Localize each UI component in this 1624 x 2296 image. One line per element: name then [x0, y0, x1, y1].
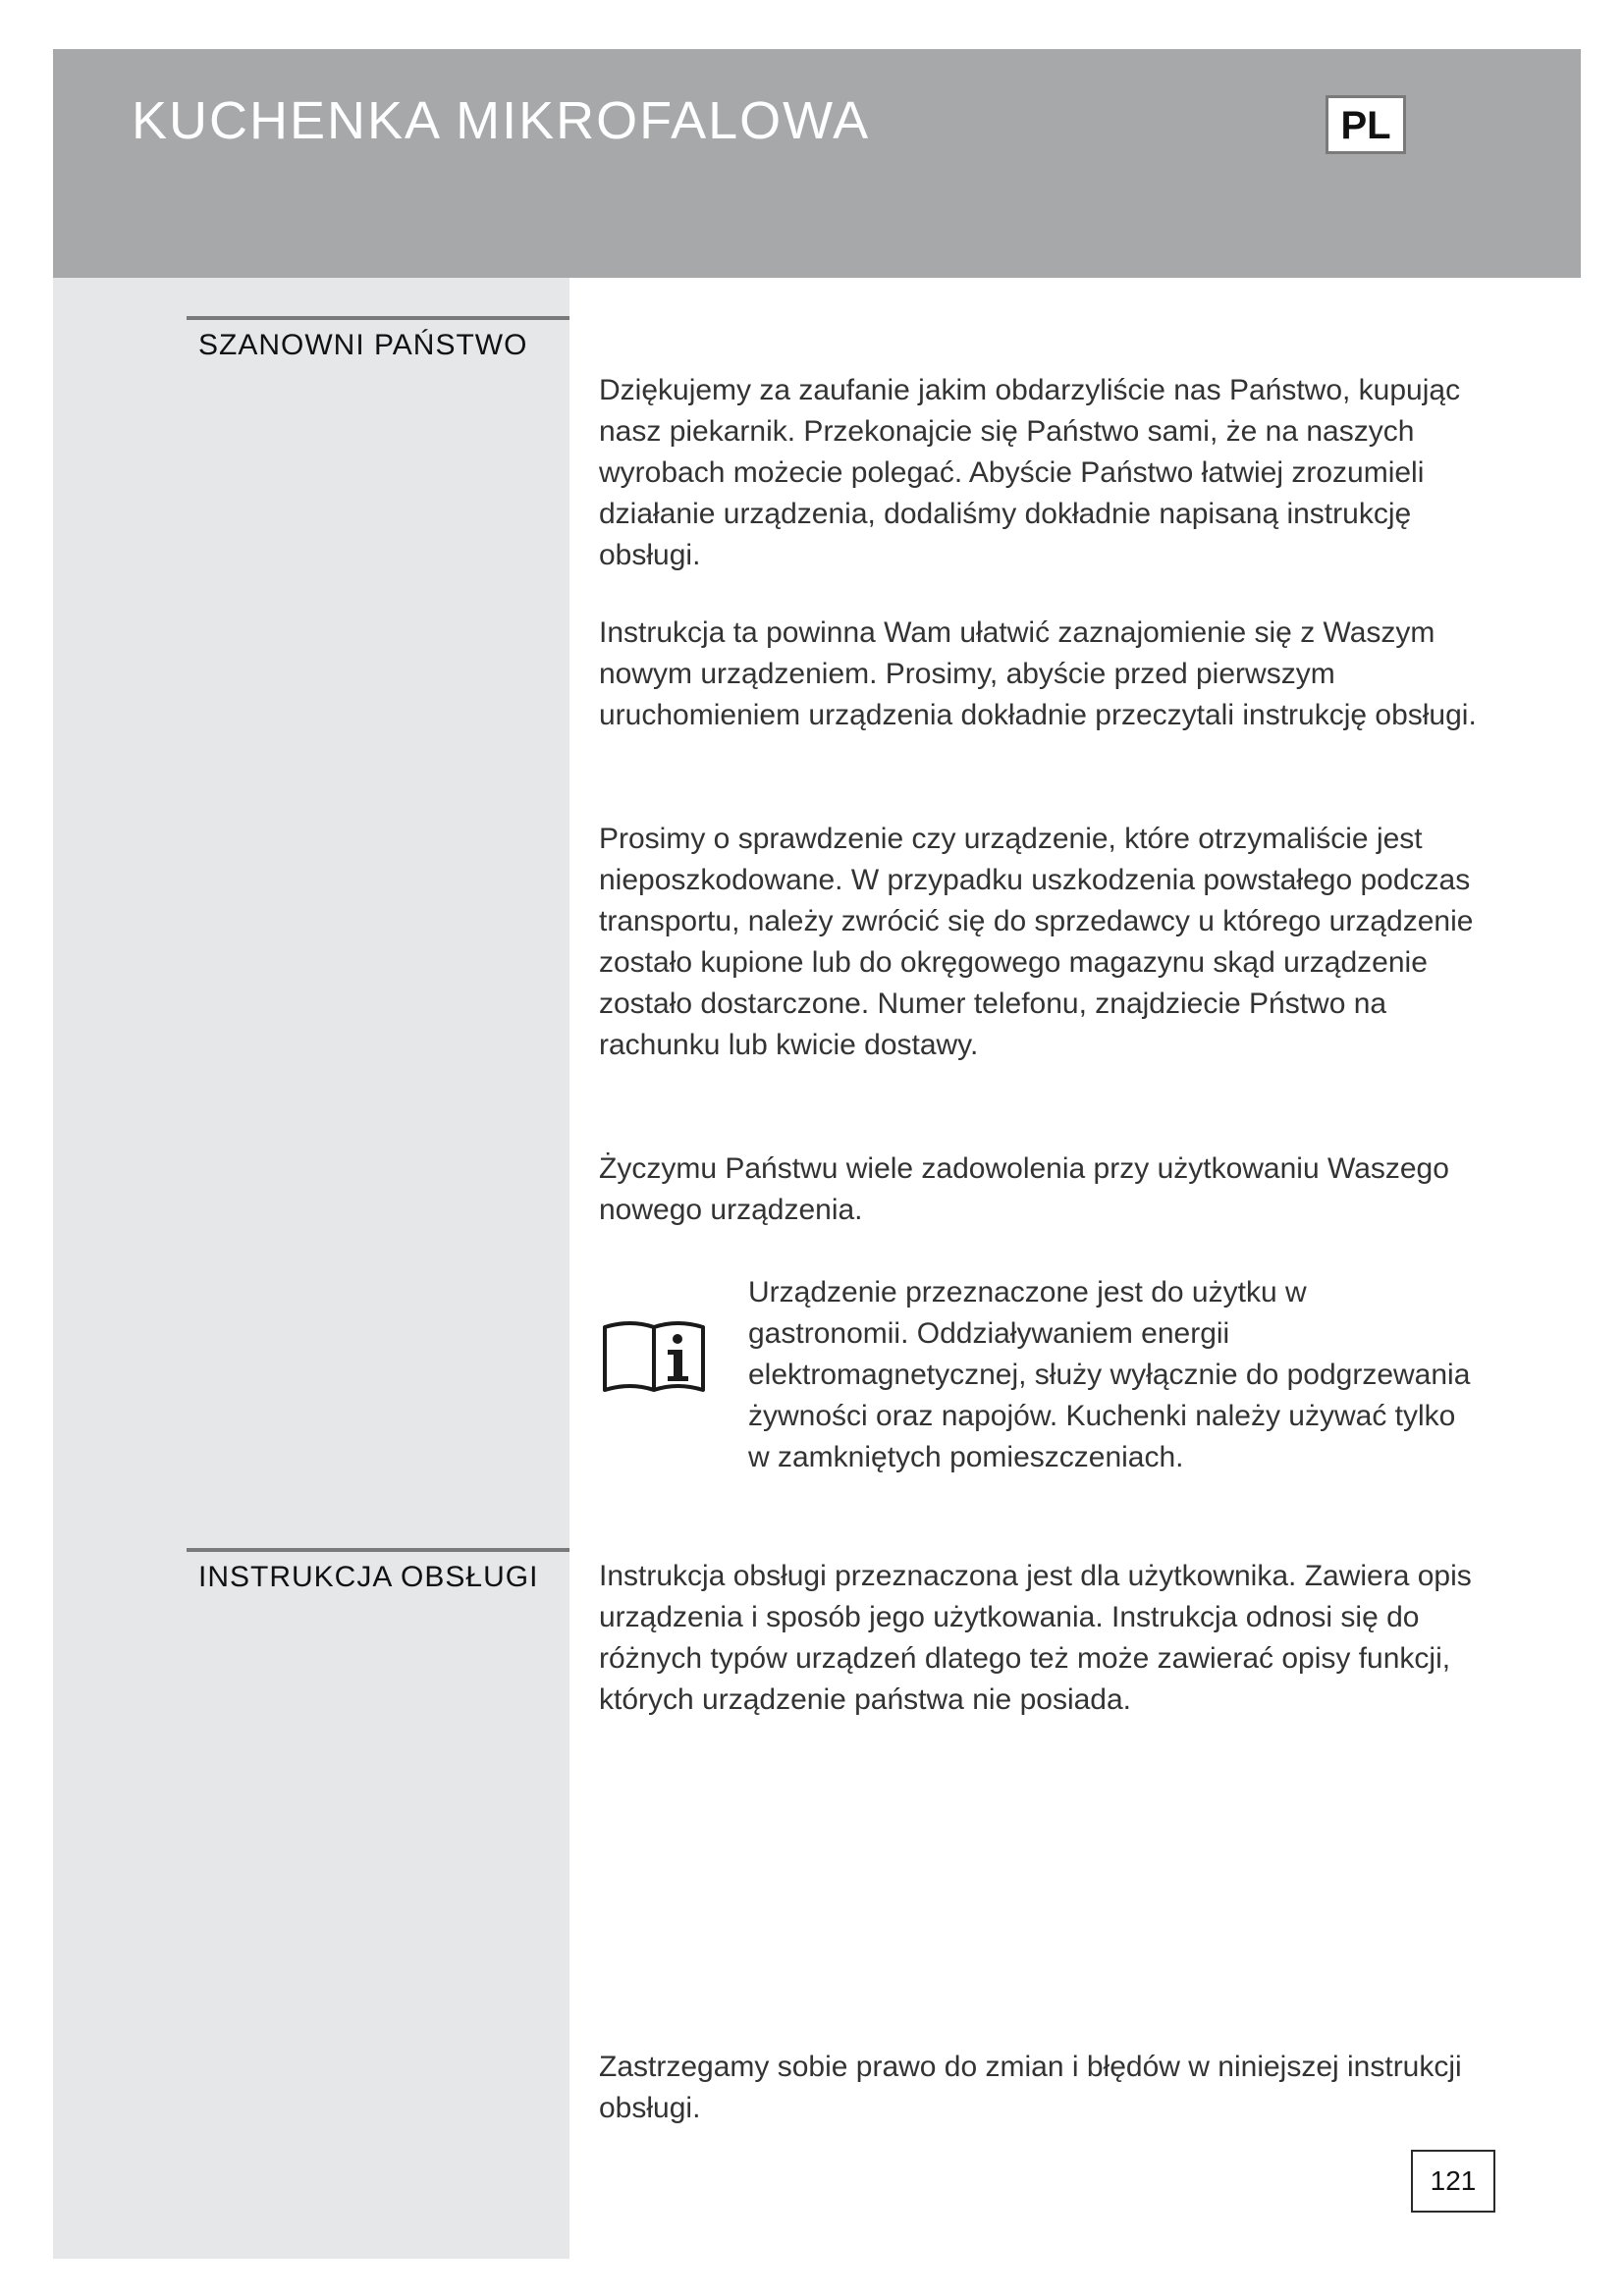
usage-info-note: Urządzenie przeznaczone jest do użytku w gastronomii. Oddziaływaniem energii elektromagnetycznej, służy wyłącznie do podgrzewania żywności oraz napojów. Kuchenki należy używać tylko w zamkniętych pomieszczeniach.: [748, 1276, 1471, 1473]
disclaimer-paragraph: Zastrzegamy sobie prawo do zmian i błędów w niniejszej instrukcji obsługi.: [599, 2051, 1462, 2124]
section-heading-dear-customers: SZANOWNI PAŃSTWO: [198, 329, 528, 361]
section-divider: [187, 1548, 569, 1552]
left-sidebar: [53, 278, 569, 2259]
intro-paragraph: Dziękujemy za zaufanie jakim obdarzyliście nas Państwo, kupując nasz piekarnik. Przekonajcie się Państwo sami, że na naszych wyrobach możecie polegać. Abyście Państwo łatwiej zrozumieli działanie urządzenia, dodaliśmy dokładnie napisaną instrukcję obsługi.: [599, 374, 1461, 571]
inspection-paragraph: Prosimy o sprawdzenie czy urządzenie, które otrzymaliście jest nieposzkodowane. W przypadku uszkodzenia powstałego podczas transportu, należy zwrócić się do sprzedawcy u którego urządzenie zostało kupione lub do okręgowego magazynu skąd urządzenie zostało dostarczone. Numer telefonu, znajdziecie Pństwo na rachunku lub kwicie dostawy.: [599, 823, 1474, 1061]
document-title: KUCHENKA MIKROFALOWA: [132, 91, 871, 150]
page-header: [53, 49, 1581, 278]
user-manual-paragraph: Instrukcja obsługi przeznaczona jest dla użytkownika. Zawiera opis urządzenia i sposób jego użytkowania. Instrukcja odnosi się do różnych typów urządzeń dlatego też może zawierać opisy funkcji, których urządzenie państwa nie posiada.: [599, 1560, 1472, 1716]
manual-paragraph: Instrukcja ta powinna Wam ułatwić zaznajomienie się z Waszym nowym urządzeniem. Prosimy, abyście przed pierwszym uruchomieniem urządzenia dokładnie przeczytali instrukcję obsługi.: [599, 616, 1477, 731]
language-badge: PL: [1326, 95, 1406, 154]
info-manual-icon: [601, 1315, 707, 1398]
wishes-paragraph: Życzymu Państwu wiele zadowolenia przy użytkowaniu Waszego nowego urządzenia.: [599, 1152, 1449, 1226]
section-divider: [187, 316, 569, 320]
page-number: 121: [1411, 2150, 1495, 2213]
section-heading-user-manual: INSTRUKCJA OBSŁUGI: [198, 1561, 539, 1593]
